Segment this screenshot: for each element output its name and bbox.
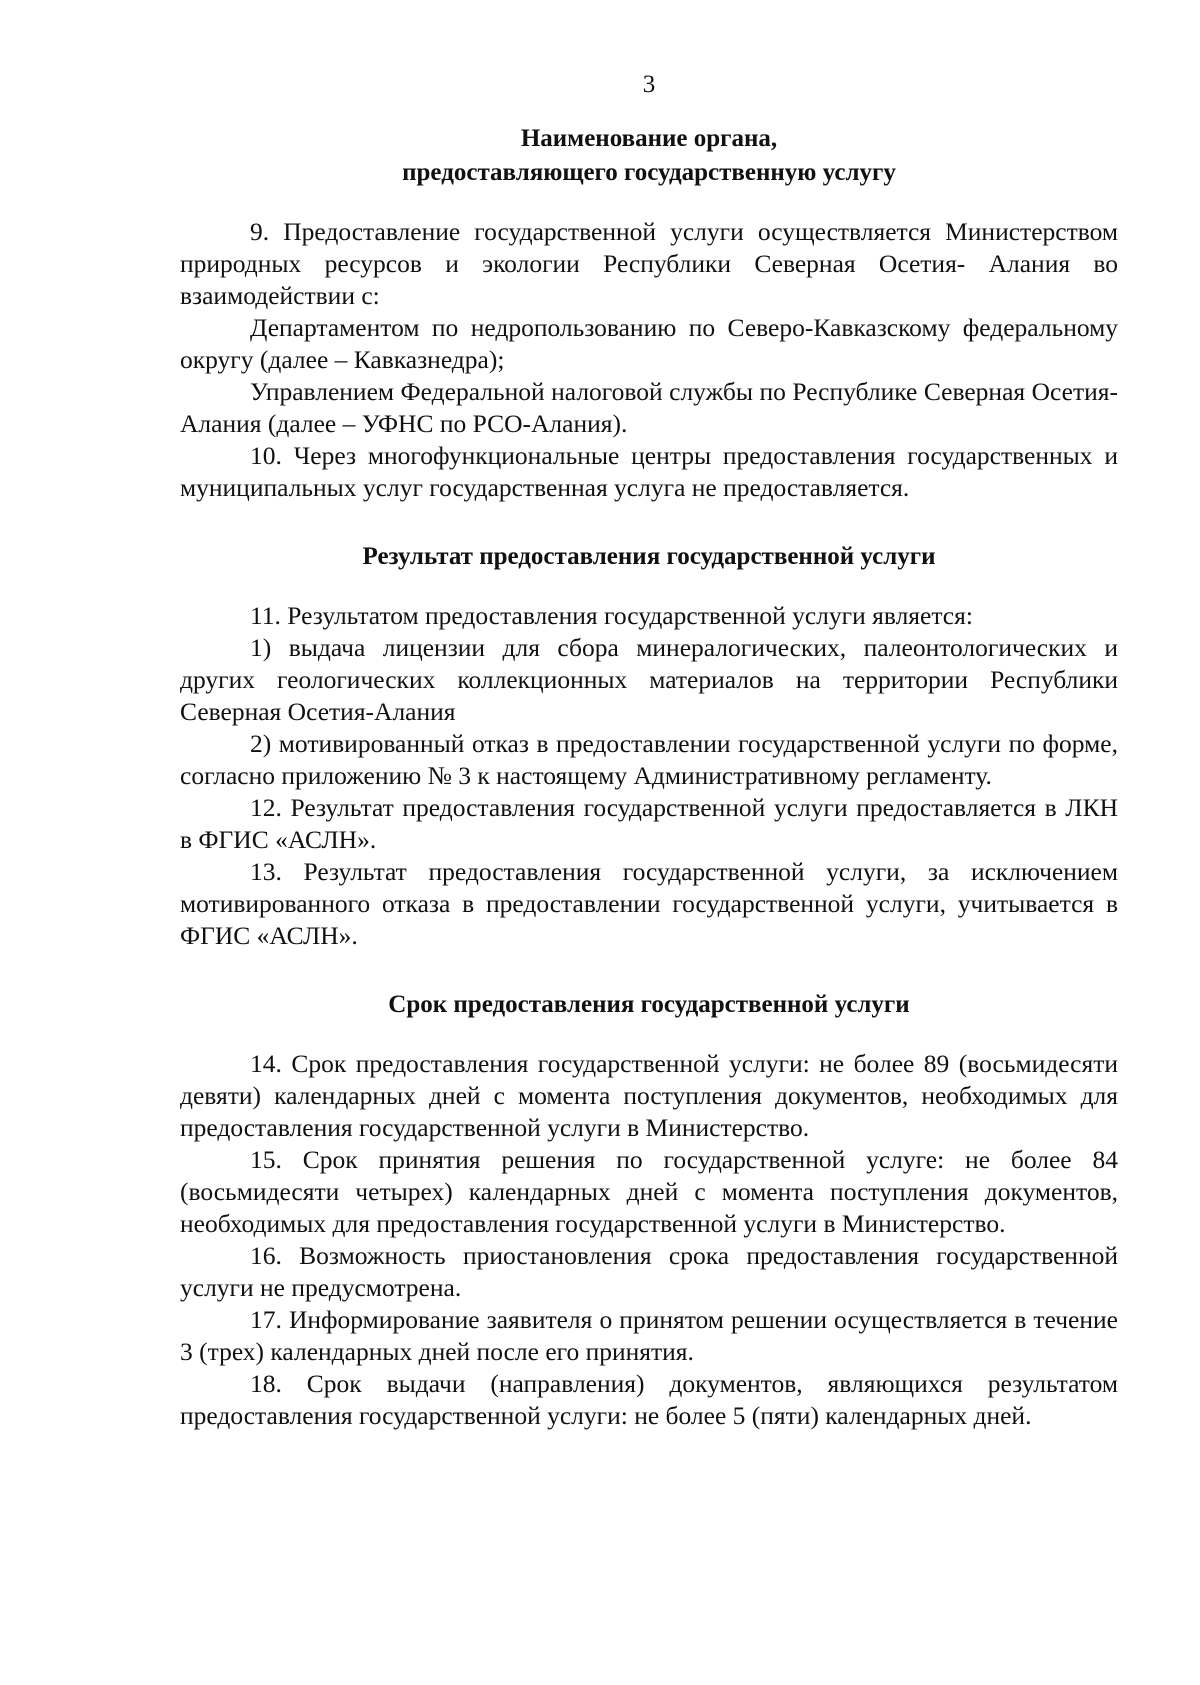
paragraph: 12. Результат предоставления государственной услуги предоставляется в ЛКН в ФГИС «АСЛН». bbox=[180, 793, 1118, 854]
paragraph: 16. Возможность приостановления срока предоставления государственной услуги не предусмотрена. bbox=[180, 1241, 1118, 1302]
section-result bbox=[180, 540, 1118, 952]
paragraph: 2) мотивированный отказ в предоставлении государственной услуги по форме, согласно приложению № 3 к настоящему Административному регламенту. bbox=[180, 729, 1118, 790]
section-heading bbox=[180, 122, 1118, 190]
heading-line: Наименование органа, bbox=[520, 125, 778, 152]
paragraph: 9. Предоставление государственной услуги осуществляется Министерством природных ресурсов и экологии Республики Северная Осетия- Алания во взаимодействии с: bbox=[180, 217, 1118, 310]
paragraph: 10. Через многофункциональные центры предоставления государственных и муниципальных услуг государственная услуга не предоставляется. bbox=[180, 441, 1118, 502]
heading-line: предоставляющего государственную услугу bbox=[402, 159, 896, 186]
paragraph: 15. Срок принятия решения по государственной услуге: не более 84 (восьмидесяти четырех) календарных дней с момента поступления документов, необходимых для предоставления государственной услуги в Министерство. bbox=[180, 1145, 1118, 1238]
paragraph: 17. Информирование заявителя о принятом решении осуществляется в течение 3 (трех) календарных дней после его принятия. bbox=[180, 1305, 1118, 1366]
heading-line: Результат предоставления государственной услуги bbox=[362, 543, 936, 570]
section-heading bbox=[180, 988, 1118, 1022]
section-term bbox=[180, 988, 1118, 1432]
paragraph: 1) выдача лицензии для сбора минералогических, палеонтологических и других геологических коллекционных материалов на территории Республики Северная Осетия-Алания bbox=[180, 633, 1118, 726]
paragraph: Департаментом по недропользованию по Северо-Кавказскому федеральному округу (далее – Кавказнедра); bbox=[180, 313, 1118, 374]
page-content bbox=[180, 70, 1118, 1432]
paragraph: 13. Результат предоставления государственной услуги, за исключением мотивированного отказа в предоставлении государственной услуги, учитывается в ФГИС «АСЛН». bbox=[180, 857, 1118, 950]
heading-line: Срок предоставления государственной услуги bbox=[388, 991, 910, 1018]
page-number: 3 bbox=[642, 71, 656, 98]
paragraph: 14. Срок предоставления государственной услуги: не более 89 (восьмидесяти девяти) календарных дней с момента поступления документов, необходимых для предоставления государственной услуги в Министерство. bbox=[180, 1049, 1118, 1142]
paragraph: 18. Срок выдачи (направления) документов, являющихся результатом предоставления государственной услуги: не более 5 (пяти) календарных дней. bbox=[180, 1369, 1118, 1430]
paragraph: Управлением Федеральной налоговой службы по Республике Северная Осетия-Алания (далее – УФНС по РСО-Алания). bbox=[180, 377, 1118, 438]
section-heading bbox=[180, 540, 1118, 574]
paragraph: 11. Результатом предоставления государственной услуги является: bbox=[250, 601, 973, 630]
section-authority bbox=[180, 122, 1118, 504]
